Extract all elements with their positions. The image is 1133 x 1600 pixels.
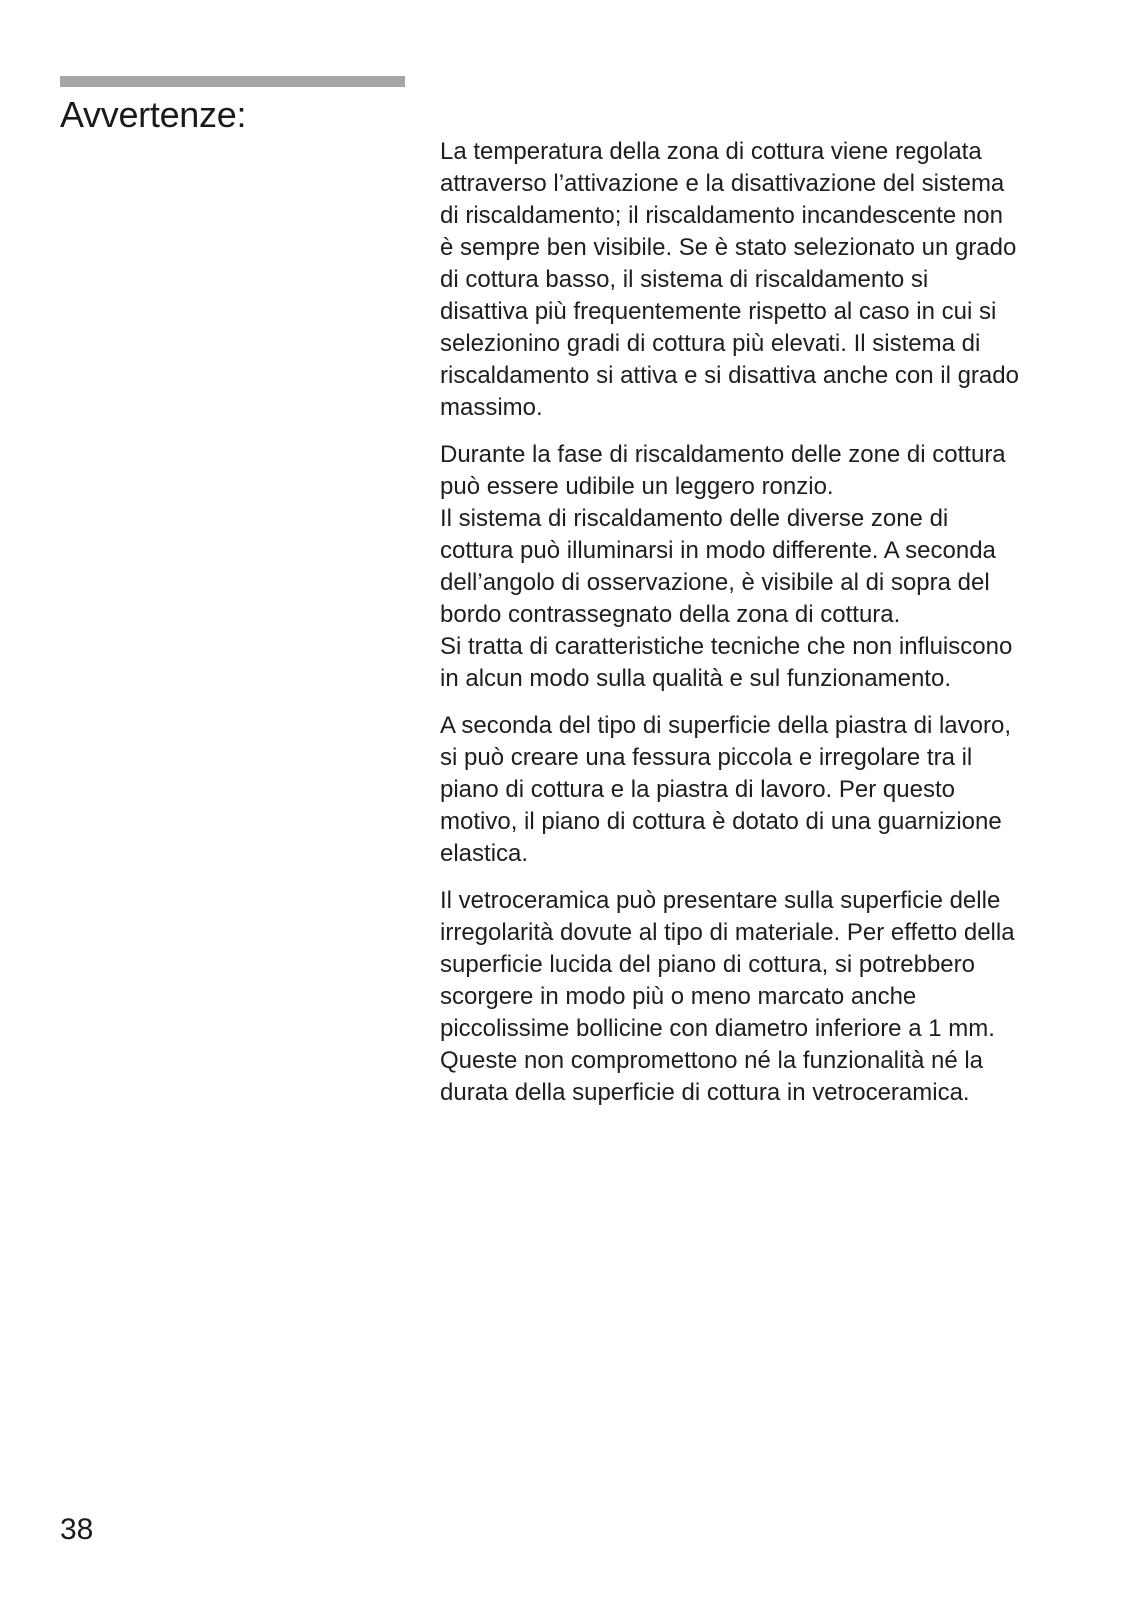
paragraph-line: superficie lucida del piano di cottura, si potrebbero <box>440 951 975 978</box>
paragraph-line: Queste non compromettono né la funzionalità né la <box>440 1047 984 1074</box>
paragraph-line: si può creare una fessura piccola e irregolare tra il <box>440 744 973 771</box>
paragraph-line: irregolarità dovute al tipo di materiale. Per effetto della <box>440 919 1015 946</box>
paragraph-line: elastica. <box>440 840 529 867</box>
paragraph-line: Il sistema di riscaldamento delle diverse zone di <box>440 505 949 532</box>
paragraph-line: massimo. <box>440 394 543 421</box>
paragraph-line: motivo, il piano di cottura è dotato di una guarnizione <box>440 808 1002 835</box>
body-content <box>440 136 1080 1124</box>
paragraph-line: Durante la fase di riscaldamento delle zone di cottura <box>440 441 1006 468</box>
paragraph-line: di riscaldamento; il riscaldamento incandescente non <box>440 202 1003 229</box>
paragraph-line: cottura può illuminarsi in modo differente. A seconda <box>440 537 996 564</box>
paragraph-line: Il vetroceramica può presentare sulla superficie delle <box>440 887 1001 914</box>
paragraph-line: durata della superficie di cottura in vetroceramica. <box>440 1079 970 1106</box>
section-heading: Avvertenze: <box>60 94 247 135</box>
paragraph-line: Si tratta di caratteristiche tecniche che non influiscono <box>440 633 1013 660</box>
paragraph-line: piccolissime bollicine con diametro inferiore a 1 mm. <box>440 1015 995 1042</box>
paragraph-line: disattiva più frequentemente rispetto al caso in cui si <box>440 298 997 325</box>
paragraph-line: può essere udibile un leggero ronzio. <box>440 473 834 500</box>
paragraph-line: piano di cottura e la piastra di lavoro. Per questo <box>440 776 955 803</box>
paragraph-line: è sempre ben visibile. Se è stato selezionato un grado <box>440 234 1017 261</box>
page-number: 38 <box>60 1513 94 1546</box>
paragraph-line: in alcun modo sulla qualità e sul funzionamento. <box>440 665 951 692</box>
paragraph-line: attraverso l’attivazione e la disattivazione del sistema <box>440 170 1005 197</box>
paragraph-line: scorgere in modo più o meno marcato anche <box>440 983 917 1010</box>
paragraph-line: La temperatura della zona di cottura viene regolata <box>440 138 982 165</box>
paragraph-line: A seconda del tipo di superficie della piastra di lavoro, <box>440 712 1012 739</box>
paragraph-line: dell’angolo di osservazione, è visibile al di sopra del <box>440 569 990 596</box>
paragraph-line: bordo contrassegnato della zona di cottura. <box>440 601 901 628</box>
heading-rule <box>60 76 405 87</box>
paragraph-glass-ceramic <box>440 885 1080 1109</box>
paragraph-line: selezionino gradi di cottura più elevati. Il sistema di <box>440 330 981 357</box>
paragraph-line: di cottura basso, il sistema di riscaldamento si <box>440 266 929 293</box>
paragraph-gasket <box>440 710 1080 870</box>
paragraph-line: riscaldamento si attiva e si disattiva anche con il grado <box>440 362 1019 389</box>
paragraph-noise <box>440 439 1080 695</box>
paragraph-temperature <box>440 136 1080 424</box>
